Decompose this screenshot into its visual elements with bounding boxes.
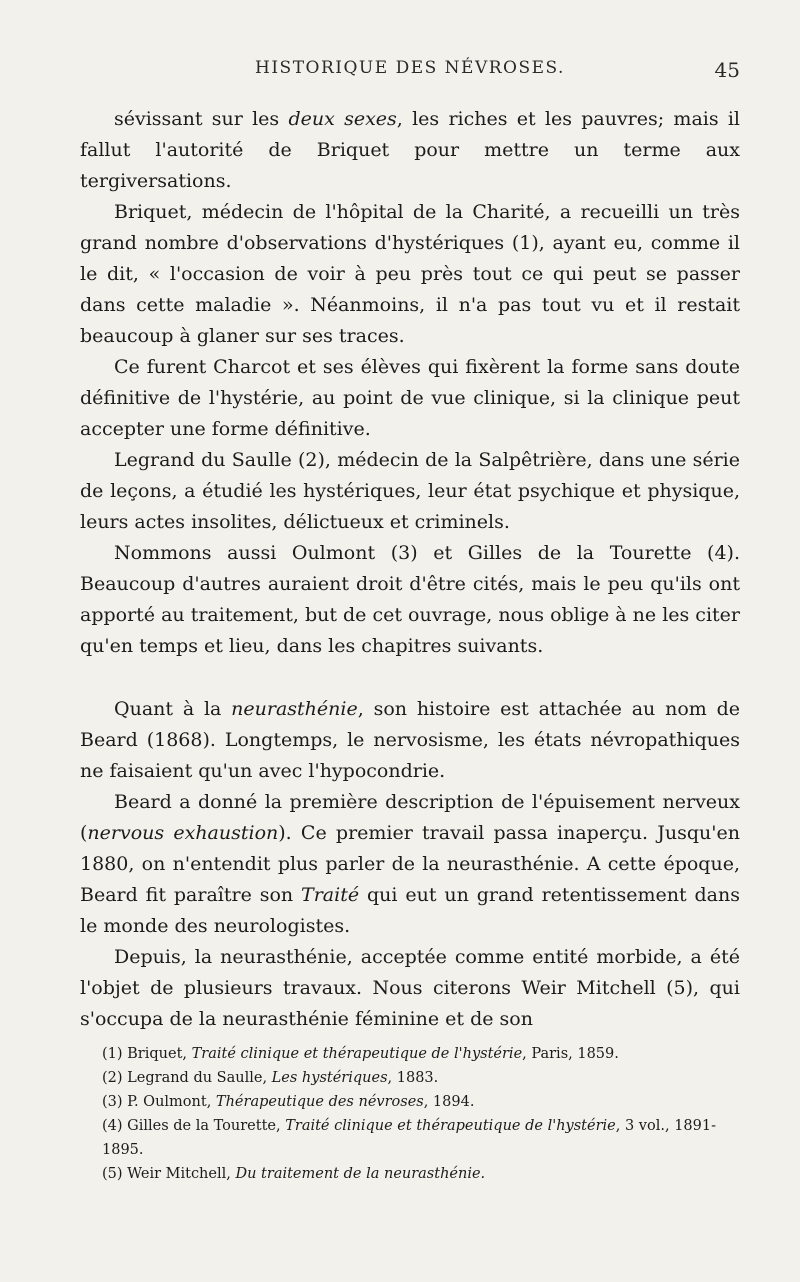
paragraph: Quant à la neurasthénie, son histoire est attachée au nom de Beard (1868). Longtemps, le nervosisme, les états névropathiques ne faisaient qu'un avec l'hypocondrie. — [80, 698, 740, 782]
italic-run: nervous exhaustion — [87, 822, 279, 844]
running-header — [80, 58, 740, 88]
italic-run: Traité clinique et thérapeutique de l'hystérie — [285, 1118, 616, 1134]
paragraph: Ce furent Charcot et ses élèves qui fixèrent la forme sans doute définitive de l'hystérie, au point de vue clinique, si la clinique peut accepter une forme définitive. — [80, 356, 740, 440]
paragraph: Briquet, médecin de l'hôpital de la Charité, a recueilli un très grand nombre d'observations d'hystériques (1), ayant eu, comme il le dit, « l'occasion de voir à peu près tout ce qui peut se passer dans cette maladie ». Néanmoins, il n'a pas tout vu et il restait beaucoup à glaner sur ses traces. — [80, 201, 740, 347]
footnote: (3) P. Oulmont, Thérapeutique des névroses, 1894. — [102, 1094, 475, 1110]
paragraph: Nommons aussi Oulmont (3) et Gilles de la Tourette (4). Beaucoup d'autres auraient droit d'être cités, mais le peu qu'ils ont apporté au traitement, but de cet ouvrage, nous oblige à ne les citer qu'en temps et lieu, dans les chapitres suivants. — [80, 542, 740, 657]
italic-run: neurasthénie — [231, 698, 358, 720]
header-title: HISTORIQUE DES NÉVROSES. — [255, 58, 565, 78]
footnote: (4) Gilles de la Tourette, Traité clinique et thérapeutique de l'hystérie, 3 vol., 1891-1895. — [102, 1118, 716, 1158]
body-text — [80, 104, 740, 1035]
italic-run: Les hystériques — [271, 1070, 388, 1086]
page-number: 45 — [714, 58, 740, 82]
footnotes — [80, 1042, 740, 1186]
footnote: (1) Briquet, Traité clinique et thérapeutique de l'hystérie, Paris, 1859. — [102, 1046, 619, 1062]
paragraph: Beard a donné la première description de l'épuisement nerveux (nervous exhaustion). Ce premier travail passa inaperçu. Jusqu'en 1880, on n'entendit plus parler de la neurasthénie. A cette époque, Beard fit paraître son Traité qui eut un grand retentissement dans le monde des neurologistes. — [80, 791, 740, 937]
footnote: (5) Weir Mitchell, Du traitement de la neurasthénie. — [102, 1166, 486, 1182]
italic-run: Du traitement de la neurasthénie. — [235, 1166, 486, 1182]
italic-run: Thérapeutique des névroses — [215, 1094, 424, 1110]
paragraph: Depuis, la neurasthénie, acceptée comme entité morbide, a été l'objet de plusieurs travaux. Nous citerons Weir Mitchell (5), qui s'occupa de la neurasthénie féminine et de son — [80, 946, 740, 1030]
footnote: (2) Legrand du Saulle, Les hystériques, 1883. — [102, 1070, 439, 1086]
paragraph: Legrand du Saulle (2), médecin de la Salpêtrière, dans une série de leçons, a étudié les hystériques, leur état psychique et physique, leurs actes insolites, délictueux et criminels. — [80, 449, 740, 533]
italic-run: Traité clinique et thérapeutique de l'hystérie — [191, 1046, 523, 1062]
paragraph: sévissant sur les deux sexes, les riches et les pauvres; mais il fallut l'autorité de Briquet pour mettre un terme aux tergiversations. — [80, 108, 741, 192]
italic-run: deux sexes — [288, 108, 397, 130]
italic-run: Traité — [301, 884, 360, 906]
